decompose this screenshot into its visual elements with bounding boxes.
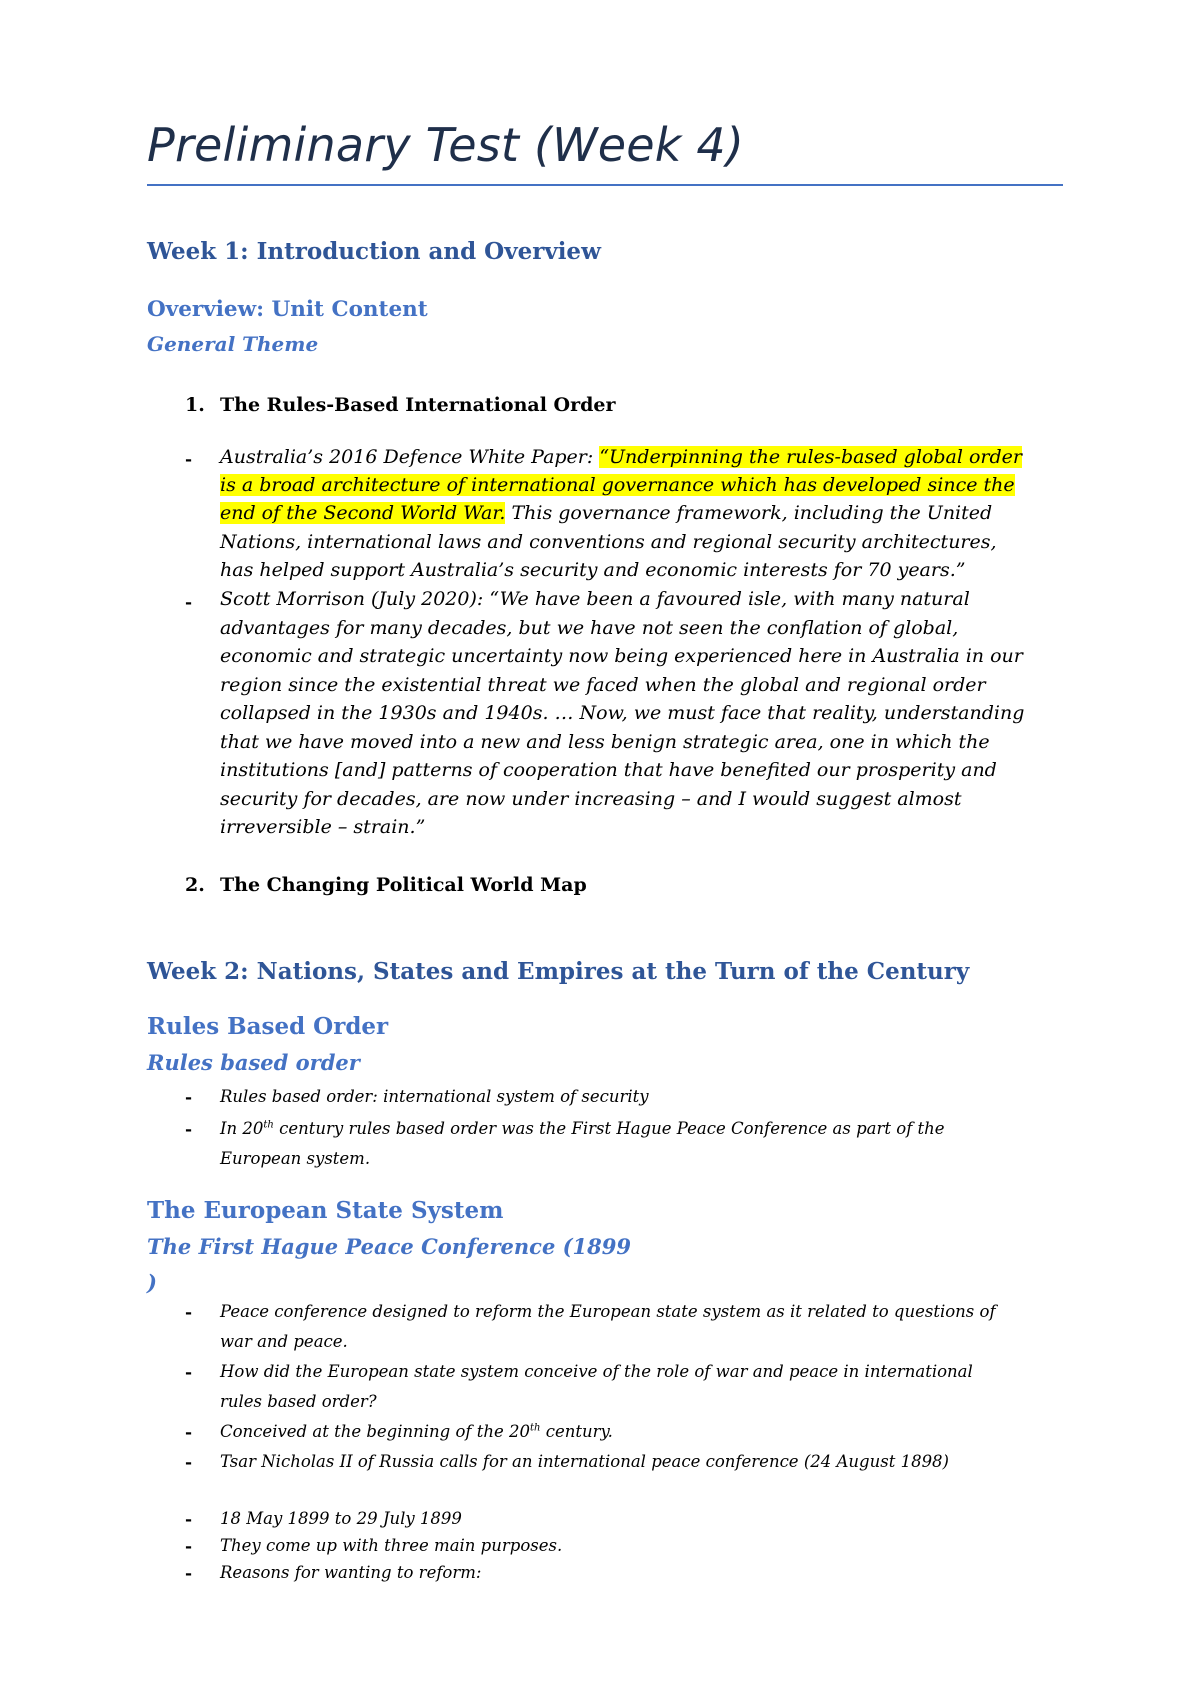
- quote2-line: economic and strategic uncertainty now being experienced here in Australia in our: [220, 645, 1023, 667]
- rules-based-order-heading: Rules Based Order: [147, 1013, 389, 1040]
- bullet-dash: -: [185, 1088, 193, 1108]
- bullet-dash: -: [185, 1303, 193, 1323]
- hague-conference-subheading: The First Hague Peace Conference (1899: [147, 1234, 631, 1259]
- text-span: In 20: [220, 1119, 264, 1138]
- superscript: th: [263, 1119, 274, 1131]
- quote1-rest-3: This governance framework, including the United: [505, 502, 993, 524]
- superscript: th: [530, 1422, 541, 1434]
- week1-subheading: Overview: Unit Content: [147, 297, 428, 322]
- bullet-dash: -: [185, 1510, 193, 1530]
- bullet-dash: -: [185, 1423, 193, 1443]
- rules-based-order-subheading: Rules based order: [147, 1050, 360, 1075]
- quote2-line: security for decades, are now under increasing – and I would suggest almost: [220, 788, 962, 810]
- document-title: Preliminary Test (Week 4): [147, 118, 745, 172]
- quote2-line: Scott Morrison (July 2020): “We have been a favoured isle, with many natural: [220, 588, 970, 610]
- list-number-1: 1.: [185, 394, 205, 416]
- quote1-line4: Nations, international laws and conventions and regional security architectures,: [220, 531, 997, 553]
- quote1-highlight-1: “Underpinning the rules-based global order: [599, 446, 1022, 468]
- quote1-line2: [220, 471, 1015, 500]
- text-span: century.: [540, 1422, 613, 1441]
- bullet-dash: -: [185, 593, 193, 613]
- hague-bullet-7: Reasons for wanting to reform:: [220, 1563, 482, 1582]
- hague-bullet-6: They come up with three main purposes.: [220, 1536, 563, 1555]
- hague-bullet-3: [220, 1417, 613, 1447]
- quote1-line3: [220, 499, 992, 528]
- quote1-highlight-3: end of the Second World War.: [220, 502, 506, 524]
- quote1-intro: Australia’s 2016 Defence White Paper:: [220, 446, 600, 468]
- hague-bullet-2: How did the European state system conceive of the role of war and peace in international: [220, 1362, 973, 1381]
- hague-bullet-2-line2: rules based order?: [220, 1392, 377, 1411]
- bullet-dash: -: [185, 1453, 193, 1473]
- hague-bullet-1: Peace conference designed to reform the European state system as it related to questions of: [220, 1302, 996, 1321]
- list-number-2: 2.: [185, 874, 205, 896]
- rules-bullet-2-line2: European system.: [220, 1149, 371, 1168]
- quote1-highlight-2: is a broad architecture of international governance which has developed since the: [220, 474, 1015, 496]
- list-item-rules-based-order: The Rules-Based International Order: [220, 394, 616, 416]
- quote2-line: collapsed in the 1930s and 1940s. … Now, we must face that reality, understanding: [220, 702, 1025, 724]
- quote2-line: institutions [and] patterns of cooperation that have benefited our prosperity and: [220, 759, 997, 781]
- hague-bullet-1-line2: war and peace.: [220, 1332, 348, 1351]
- hague-bullet-4: Tsar Nicholas II of Russia calls for an international peace conference (24 August 1898): [220, 1452, 949, 1471]
- week2-heading: Week 2: Nations, States and Empires at the Turn of the Century: [147, 958, 970, 985]
- title-underline: [147, 184, 1063, 186]
- quote2-line: region since the existential threat we faced when the global and regional order: [220, 674, 986, 696]
- rules-bullet-1: Rules based order: international system of security: [220, 1087, 649, 1106]
- bullet-dash: -: [185, 1120, 193, 1140]
- european-state-system-heading: The European State System: [147, 1197, 504, 1224]
- rules-bullet-2: [220, 1114, 945, 1144]
- quote2-line: that we have moved into a new and less benign strategic area, one in which the: [220, 731, 990, 753]
- bullet-dash: -: [185, 450, 193, 470]
- week1-heading: Week 1: Introduction and Overview: [147, 238, 601, 265]
- text-span: century rules based order was the First Hague Peace Conference as part of the: [273, 1119, 945, 1138]
- bullet-dash: -: [185, 1537, 193, 1557]
- hague-bullet-5: 18 May 1899 to 29 July 1899: [220, 1509, 462, 1528]
- text-span: Conceived at the beginning of the 20: [220, 1422, 531, 1441]
- quote2-line: advantages for many decades, but we have not seen the conflation of global,: [220, 617, 959, 639]
- quote2-line: irreversible – strain.”: [220, 816, 426, 838]
- quote1-line1: [220, 443, 1022, 472]
- list-item-political-world-map: The Changing Political World Map: [220, 874, 587, 896]
- quote1-line5: has helped support Australia’s security and economic interests for 70 years.”: [220, 559, 966, 581]
- bullet-dash: -: [185, 1564, 193, 1584]
- week1-theme: General Theme: [147, 332, 319, 356]
- bullet-dash: -: [185, 1363, 193, 1383]
- hague-conference-subheading-cont: ): [147, 1270, 157, 1295]
